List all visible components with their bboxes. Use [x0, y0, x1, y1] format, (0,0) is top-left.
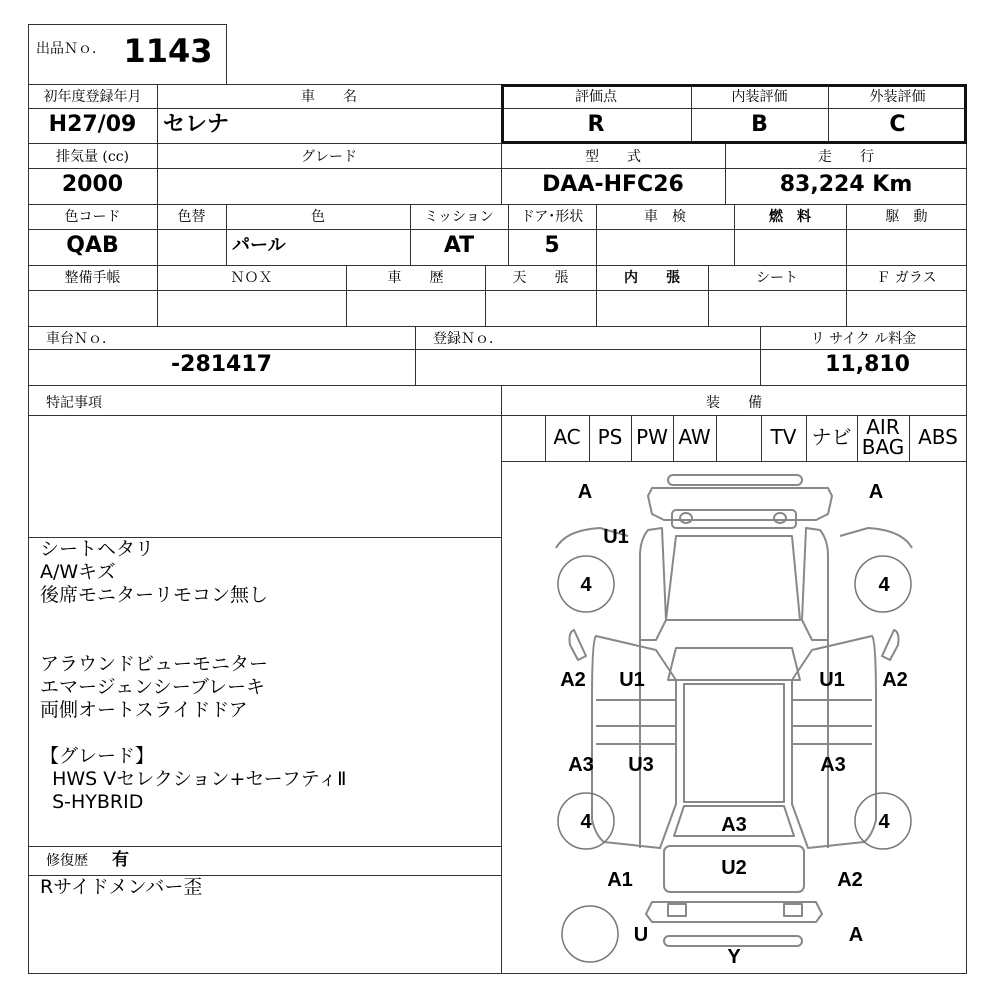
- equip-navi: ナビ: [811, 425, 852, 449]
- remarks-line: 【グレード】: [40, 745, 155, 767]
- car-name-value: セレナ: [163, 112, 230, 137]
- remarks-line: [40, 607, 495, 630]
- front-bumper-top: [668, 475, 802, 485]
- lot-number: 1143: [123, 32, 213, 70]
- front-emblem-right: [774, 513, 786, 523]
- car-damage-diagram: [502, 462, 966, 974]
- damage-code: U2: [721, 857, 747, 879]
- remarks-line: A/Wキズ: [40, 561, 116, 583]
- roof: [684, 684, 784, 802]
- remarks-line: アラウンドビューモニター: [40, 653, 269, 675]
- repaint-label: 色替: [177, 209, 206, 225]
- history-label: 車 歴: [387, 270, 444, 286]
- damage-code: U1: [603, 526, 629, 548]
- damage-code: Y: [727, 946, 741, 968]
- interior-roof-label: 内 張: [624, 270, 680, 286]
- remarks-line: [40, 630, 495, 653]
- equipment-label: 装 備: [706, 395, 762, 411]
- front-left-fender: [640, 528, 666, 640]
- model-value: DAA-HFC26: [542, 172, 684, 197]
- seat-label: シート: [756, 270, 798, 286]
- remarks-line: S-HYBRID: [40, 791, 144, 813]
- recycle-value: 11,810: [825, 352, 910, 377]
- registration-label: 登録Ｎｏ．: [433, 331, 503, 347]
- color-value: パール: [232, 235, 286, 256]
- damage-code: U: [633, 924, 649, 946]
- equip-airbag-1: AIR: [866, 415, 900, 439]
- inspection-label: 車 検: [644, 209, 686, 225]
- damage-code: 4: [878, 574, 890, 596]
- left-side-outline: [592, 636, 676, 848]
- equip-ac: AC: [553, 425, 581, 449]
- equip-tv: TV: [770, 425, 797, 449]
- first-reg-label: 初年度登録年月: [43, 89, 142, 105]
- displacement-value: 2000: [61, 172, 124, 197]
- grade-label: グレード: [301, 149, 357, 165]
- right-side-outline: [792, 636, 876, 848]
- damage-code: 4: [580, 574, 592, 596]
- mileage-label: 走 行: [818, 149, 874, 165]
- fuel-label: 燃 料: [769, 209, 811, 225]
- mission-value: AT: [443, 233, 475, 258]
- equip-aw: AW: [678, 425, 711, 449]
- repair-label: 修復歴: [46, 853, 88, 869]
- damage-code: U1: [619, 669, 645, 691]
- roof-label: 天 張: [512, 270, 569, 286]
- damage-code: A3: [820, 754, 846, 776]
- equip-abs: ABS: [918, 425, 958, 449]
- remarks-label: 特記事項: [46, 395, 102, 411]
- interior-value: B: [751, 112, 768, 137]
- front-emblem-left: [680, 513, 692, 523]
- lot-label: 出品Ｎｏ．: [36, 41, 106, 57]
- damage-code: U3: [628, 754, 654, 776]
- damage-code: 4: [878, 811, 890, 833]
- score-value: R: [587, 112, 605, 137]
- remarks-line: 両側オートスライドドア: [40, 699, 248, 721]
- hood: [666, 536, 800, 620]
- remarks-line: HWS Vセレクション+セーフティⅡ: [40, 768, 347, 790]
- damage-code: A2: [837, 869, 863, 891]
- remarks-line: 後席モニターリモコン無し: [40, 584, 269, 606]
- recycle-label: リ サイク ル料金: [810, 331, 917, 347]
- right-mirror: [882, 630, 899, 660]
- damage-code: A2: [560, 669, 586, 691]
- damage-code: U1: [819, 669, 845, 691]
- remarks-line: エマージェンシーブレーキ: [40, 676, 266, 698]
- model-label: 型 式: [585, 149, 641, 165]
- damage-code: A3: [568, 754, 594, 776]
- color-label: 色: [311, 209, 325, 225]
- nox-label: ＮＯＸ: [230, 270, 273, 286]
- car-name-label: 車 名: [301, 89, 357, 105]
- left-mirror: [570, 630, 587, 660]
- front-right-fender: [802, 528, 828, 640]
- drive-label: 駆 動: [885, 209, 928, 225]
- chassis-label: 車台Ｎｏ．: [46, 331, 116, 347]
- windshield: [668, 648, 800, 680]
- door-label: ドア･形状: [520, 209, 584, 225]
- repair-detail: Rサイドメンバー歪: [40, 876, 203, 898]
- interior-label: 内装評価: [731, 89, 788, 105]
- color-code-label: 色コード: [64, 209, 121, 225]
- equip-ps: PS: [597, 425, 623, 449]
- damage-code: A3: [721, 814, 747, 836]
- maintenance-label: 整備手帳: [64, 270, 121, 286]
- damage-code: A: [577, 481, 593, 503]
- remarks-line: シートヘタリ: [40, 538, 155, 560]
- damage-code: A: [868, 481, 884, 503]
- equip-airbag-2: BAG: [861, 435, 905, 459]
- spare-wheel: [562, 906, 618, 962]
- damage-code: A1: [607, 869, 633, 891]
- remarks-lines: [40, 538, 495, 814]
- score-label: 評価点: [575, 89, 617, 105]
- rear-bumper-bottom: [664, 936, 802, 946]
- exterior-value: C: [889, 112, 906, 137]
- equip-pw: PW: [636, 425, 668, 449]
- exterior-label: 外装評価: [869, 89, 926, 105]
- remarks-line: [40, 722, 495, 745]
- damage-code: 4: [580, 811, 592, 833]
- repair-value: 有: [112, 850, 129, 870]
- mileage-value: 83,224 Km: [779, 172, 913, 197]
- first-reg-value: H27/09: [48, 112, 137, 137]
- door-value: 5: [544, 233, 560, 258]
- displacement-label: 排気量 (cc): [55, 149, 130, 165]
- mission-label: ミッション: [424, 209, 494, 225]
- fglass-label: Ｆ ガラス: [876, 270, 937, 286]
- color-code-value: QAB: [66, 233, 119, 258]
- damage-code: A: [848, 924, 864, 946]
- front-bumper: [648, 488, 832, 520]
- chassis-value: -281417: [171, 352, 272, 377]
- damage-code: A2: [882, 669, 908, 691]
